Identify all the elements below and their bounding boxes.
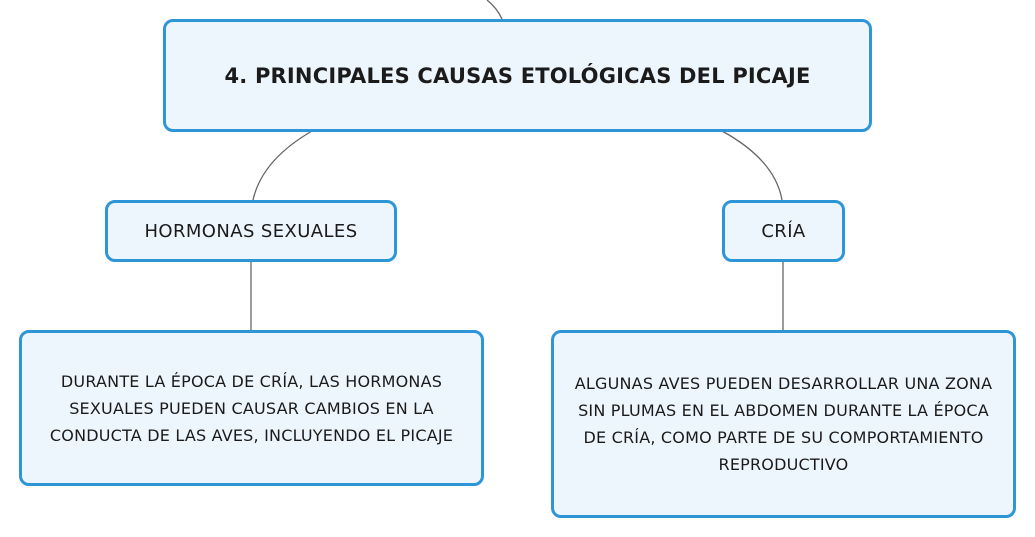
topic-node-hormonas-sexuales[interactable] (105, 200, 397, 262)
detail-node-cria[interactable] (551, 330, 1016, 518)
detail-node-text: ALGUNAS AVES PUEDEN DESARROLLAR UNA ZONA SIN PLUMAS EN EL ABDOMEN DURANTE LA ÉPOCA DE CRÍA, COMO PARTE DE SU COMPORTAMIENTO REPRODUCTIVO (574, 374, 993, 474)
detail-node-text: DURANTE LA ÉPOCA DE CRÍA, LAS HORMONAS SEXUALES PUEDEN CAUSAR CAMBIOS EN LA CONDUCTA DE LAS AVES, INCLUYENDO EL PICAJE (49, 371, 454, 445)
topic-node-cria[interactable] (722, 200, 845, 262)
root-node[interactable] (163, 19, 872, 132)
detail-node-hormonas-sexuales[interactable] (19, 330, 484, 486)
topic-node-label: HORMONAS SEXUALES (144, 220, 358, 242)
root-node-label: 4. PRINCIPALES CAUSAS ETOLÓGICAS DEL PICAJE (224, 63, 811, 88)
topic-node-label: CRÍA (761, 220, 806, 242)
connector-root-to-cria (722, 131, 782, 200)
connector-root-to-hormonas (253, 131, 312, 200)
connector-parent-to-root (487, 0, 502, 19)
